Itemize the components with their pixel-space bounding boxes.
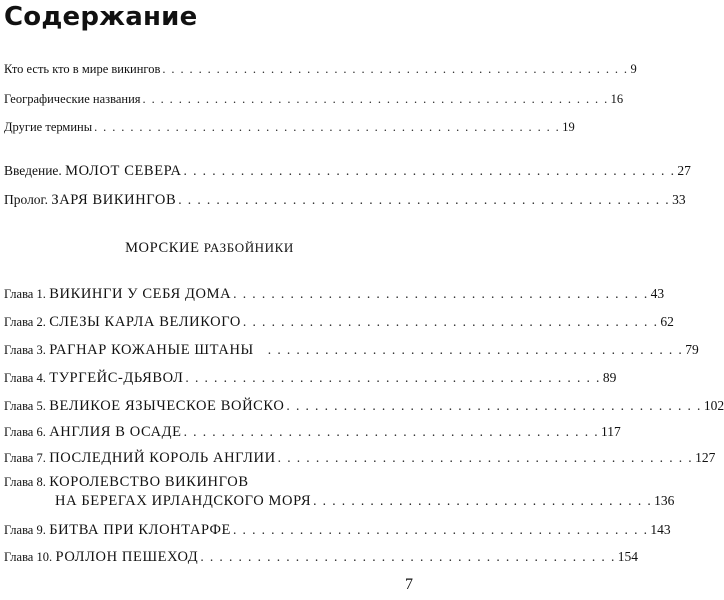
chapter-title: СЛЕЗЫ КАРЛА ВЕЛИКОГО bbox=[49, 314, 241, 330]
chapter-title: РАГНАР КОЖАНЫЕ ШТАНЫ bbox=[49, 342, 254, 358]
chapter-title: ВЕЛИКОЕ ЯЗЫЧЕСКОЕ ВОЙСКО bbox=[49, 398, 285, 414]
chapter-number: Глава 10. bbox=[4, 550, 53, 564]
chapter-number: Глава 9. bbox=[4, 523, 46, 537]
chapter-number: Глава 7. bbox=[4, 451, 46, 465]
chapter-number: Глава 3. bbox=[4, 343, 46, 357]
toc-entry-page: 16 bbox=[610, 92, 624, 106]
toc-chapter-10[interactable] bbox=[4, 549, 638, 566]
dot-leader: . . . . . . . . . . . . . . . . . . . . . . . . . . . . . . . . . . . . . . . . . . . . . . . . . . . . bbox=[178, 192, 671, 207]
toc-entry[interactable] bbox=[4, 92, 624, 107]
chapter-page: 79 bbox=[685, 342, 699, 357]
chapter-page: 102 bbox=[703, 398, 724, 413]
toc-chapter-2[interactable] bbox=[4, 314, 674, 331]
toc-entry[interactable] bbox=[4, 62, 637, 77]
chapter-number: Глава 6. bbox=[4, 425, 46, 439]
toc-chapter-5[interactable] bbox=[4, 398, 724, 415]
chapter-title: ТУРГЕЙС-ДЬЯВОЛ bbox=[49, 370, 184, 386]
toc-entry-page: 9 bbox=[630, 62, 637, 76]
dot-leader: . . . . . . . . . . . . . . . . . . . . . . . . . . . . . . . . . . . . . . . . . . . . bbox=[267, 342, 684, 357]
toc-entry-title: МОЛОТ СЕВЕРА bbox=[65, 163, 182, 179]
chapter-title: РОЛЛОН ПЕШЕХОД bbox=[55, 549, 199, 565]
chapter-title: ВИКИНГИ У СЕБЯ ДОМА bbox=[49, 286, 232, 302]
toc-chapter-4[interactable] bbox=[4, 370, 617, 387]
toc-entry-prefix: Введение. bbox=[4, 163, 62, 178]
toc-entry-label: Другие термины bbox=[4, 120, 93, 134]
toc-entry-title: ЗАРЯ ВИКИНГОВ bbox=[51, 192, 177, 208]
chapter-number: Глава 8. bbox=[4, 475, 46, 489]
toc-entry-introduction[interactable] bbox=[4, 163, 691, 180]
toc-chapter-6[interactable] bbox=[4, 424, 621, 441]
chapter-page: 143 bbox=[650, 522, 671, 537]
dot-leader: . . . . . . . . . . . . . . . . . . . . . . . . . . . . . . . . . . . . bbox=[313, 493, 653, 508]
dot-leader: . . . . . . . . . . . . . . . . . . . . . . . . . . . . . . . . . . . . . . . . . . . . bbox=[185, 370, 601, 385]
dot-leader: . . . . . . . . . . . . . . . . . . . . . . . . . . . . . . . . . . . . . . . . . . . . bbox=[233, 286, 649, 301]
dot-leader: . . . . . . . . . . . . . . . . . . . . . . . . . . . . . . . . . . . . . . . . . . . . bbox=[200, 549, 616, 564]
toc-chapter-3[interactable] bbox=[4, 342, 699, 359]
chapter-number: Глава 5. bbox=[4, 399, 46, 413]
chapter-number: Глава 2. bbox=[4, 315, 46, 329]
toc-chapter-8[interactable] bbox=[4, 474, 675, 510]
dot-leader: . . . . . . . . . . . . . . . . . . . . . . . . . . . . . . . . . . . . . . . . . . . . bbox=[183, 424, 600, 439]
toc-entry-label: Географические названия bbox=[4, 92, 141, 106]
toc-entry-page: 33 bbox=[672, 192, 686, 207]
chapter-page: 62 bbox=[660, 314, 674, 329]
toc-entry-prologue[interactable] bbox=[4, 192, 686, 209]
toc-entry-label: Кто есть кто в мире викингов bbox=[4, 62, 161, 76]
toc-chapter-1[interactable] bbox=[4, 286, 665, 303]
chapter-title: ПОСЛЕДНИЙ КОРОЛЬ АНГЛИИ bbox=[49, 450, 276, 466]
chapter-title: АНГЛИЯ В ОСАДЕ bbox=[49, 424, 182, 440]
toc-chapter-9[interactable] bbox=[4, 522, 671, 539]
toc-entry-page: 19 bbox=[562, 120, 575, 134]
chapter-title-line2: НА БЕРЕГАХ ИРЛАНДСКОГО МОРЯ bbox=[55, 493, 312, 509]
page-title: Содержание bbox=[4, 2, 198, 32]
dot-leader: . . . . . . . . . . . . . . . . . . . . . . . . . . . . . . . . . . . . . . . . . . . . . . . . . . . . bbox=[183, 163, 676, 178]
toc-entry[interactable] bbox=[4, 120, 575, 135]
chapter-number: Глава 1. bbox=[4, 287, 46, 301]
dot-leader: . . . . . . . . . . . . . . . . . . . . . . . . . . . . . . . . . . . . . . . . . . . . bbox=[232, 522, 649, 537]
dot-leader: . . . . . . . . . . . . . . . . . . . . . . . . . . . . . . . . . . . . . . . . . . . . bbox=[286, 398, 702, 413]
chapter-title: КОРОЛЕВСТВО ВИКИНГОВ bbox=[49, 474, 249, 490]
toc-entry-prefix: Пролог. bbox=[4, 192, 48, 207]
dot-leader: . . . . . . . . . . . . . . . . . . . . . . . . . . . . . . . . . . . . . . . . . . . . bbox=[242, 314, 659, 329]
dot-leader: . . . . . . . . . . . . . . . . . . . . . . . . . . . . . . . . . . . . . . . . . . . . . . . . . . . . bbox=[142, 92, 609, 106]
dot-leader: . . . . . . . . . . . . . . . . . . . . . . . . . . . . . . . . . . . . . . . . . . . . . . . . . . . . bbox=[162, 62, 629, 76]
chapter-page: 117 bbox=[601, 424, 621, 439]
chapter-page: 43 bbox=[650, 286, 665, 301]
chapter-page: 127 bbox=[695, 450, 716, 465]
section-title-word2: РАЗБОЙНИКИ bbox=[203, 240, 294, 255]
toc-entry-page: 27 bbox=[677, 163, 691, 178]
dot-leader: . . . . . . . . . . . . . . . . . . . . . . . . . . . . . . . . . . . . . . . . . . . . bbox=[277, 450, 694, 465]
chapter-page: 136 bbox=[654, 493, 675, 508]
section-title bbox=[0, 240, 419, 257]
chapter-number: Глава 4. bbox=[4, 371, 46, 385]
section-title-word1: МОРСКИЕ bbox=[125, 240, 200, 256]
page-number: 7 bbox=[405, 576, 413, 593]
toc-chapter-7[interactable] bbox=[4, 450, 716, 467]
chapter-page: 154 bbox=[617, 549, 638, 564]
dot-leader: . . . . . . . . . . . . . . . . . . . . . . . . . . . . . . . . . . . . . . . . . . . . . . . . . . . . bbox=[94, 120, 561, 134]
chapter-page: 89 bbox=[602, 370, 617, 385]
chapter-title: БИТВА ПРИ КЛОНТАРФЕ bbox=[49, 522, 231, 538]
